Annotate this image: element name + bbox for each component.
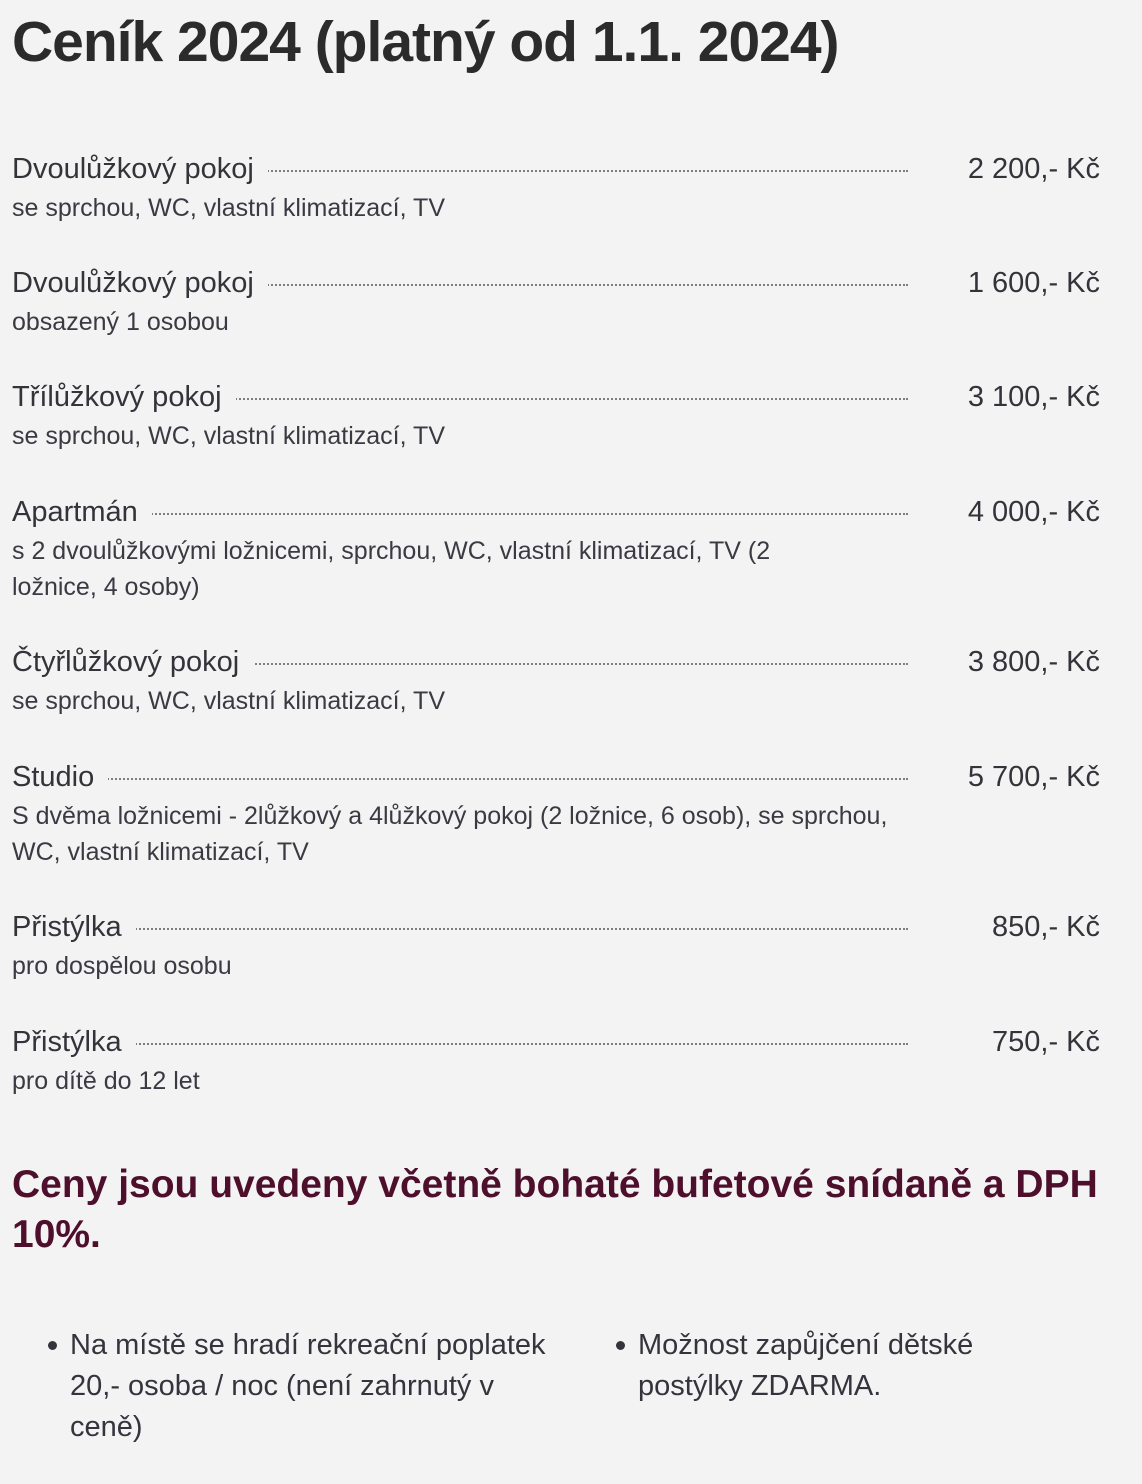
dotted-leader — [12, 1043, 908, 1045]
room-price: 3 800,- Kč — [967, 646, 1100, 678]
price-item-0 — [12, 150, 1100, 226]
room-price: 4 000,- Kč — [967, 496, 1100, 528]
info-list-item: Na místě se hradí rekreační poplatek 20,- osoba / noc (není zahrnutý v ceně) — [70, 1325, 548, 1448]
room-description: se sprchou, WC, vlastní klimatizací, TV — [12, 422, 445, 450]
price-note: Ceny jsou uvedeny včetně bohaté bufetové snídaně a DPH 10%. — [12, 1163, 1098, 1256]
price-item-4 — [12, 643, 1100, 719]
dotted-leader — [12, 778, 908, 780]
info-list-right — [616, 1325, 1076, 1443]
room-name: Apartmán — [12, 493, 152, 531]
room-description: s 2 dvoulůžkovými ložnicemi, sprchou, WC, vlastní klimatizací, TV (2 ložnice, 4 osoby) — [12, 537, 771, 601]
room-name: Čtyřlůžkový pokoj — [12, 643, 253, 681]
room-name: Dvoulůžkový pokoj — [12, 150, 268, 188]
room-description: se sprchou, WC, vlastní klimatizací, TV — [12, 687, 445, 715]
room-price: 3 100,- Kč — [967, 381, 1100, 413]
room-description: S dvěma ložnicemi - 2lůžkový a 4lůžkový pokoj (2 ložnice, 6 osob), se sprchou, WC, vlastní klimatizací, TV — [12, 802, 888, 866]
info-list-left — [48, 1325, 548, 1484]
room-description: pro dítě do 12 let — [12, 1067, 200, 1095]
price-item-1 — [12, 264, 1100, 340]
room-price: 2 200,- Kč — [967, 153, 1100, 185]
room-name: Přistýlka — [12, 1023, 136, 1061]
room-price: 850,- Kč — [992, 911, 1100, 943]
dotted-leader — [12, 928, 908, 930]
price-item-7 — [12, 1023, 1100, 1099]
price-item-2 — [12, 378, 1100, 454]
room-name: Studio — [12, 758, 108, 796]
price-item-5 — [12, 758, 1100, 870]
room-description: obsazený 1 osobou — [12, 308, 229, 336]
price-item-3 — [12, 493, 1100, 605]
room-description: se sprchou, WC, vlastní klimatizací, TV — [12, 194, 445, 222]
room-price: 1 600,- Kč — [967, 267, 1100, 299]
info-list-item: Možnost zapůjčení dětské postýlky ZDARMA. — [638, 1325, 1076, 1407]
price-item-6 — [12, 908, 1100, 984]
bullet-icon — [616, 1341, 625, 1350]
room-price: 750,- Kč — [992, 1026, 1100, 1058]
room-name: Přistýlka — [12, 908, 136, 946]
room-price: 5 700,- Kč — [967, 761, 1100, 793]
room-name: Dvoulůžkový pokoj — [12, 264, 268, 302]
bullet-icon — [48, 1341, 57, 1350]
room-description: pro dospělou osobu — [12, 952, 232, 980]
room-name: Třílůžkový pokoj — [12, 378, 236, 416]
page-title: Ceník 2024 (platný od 1.1. 2024) — [12, 10, 839, 74]
